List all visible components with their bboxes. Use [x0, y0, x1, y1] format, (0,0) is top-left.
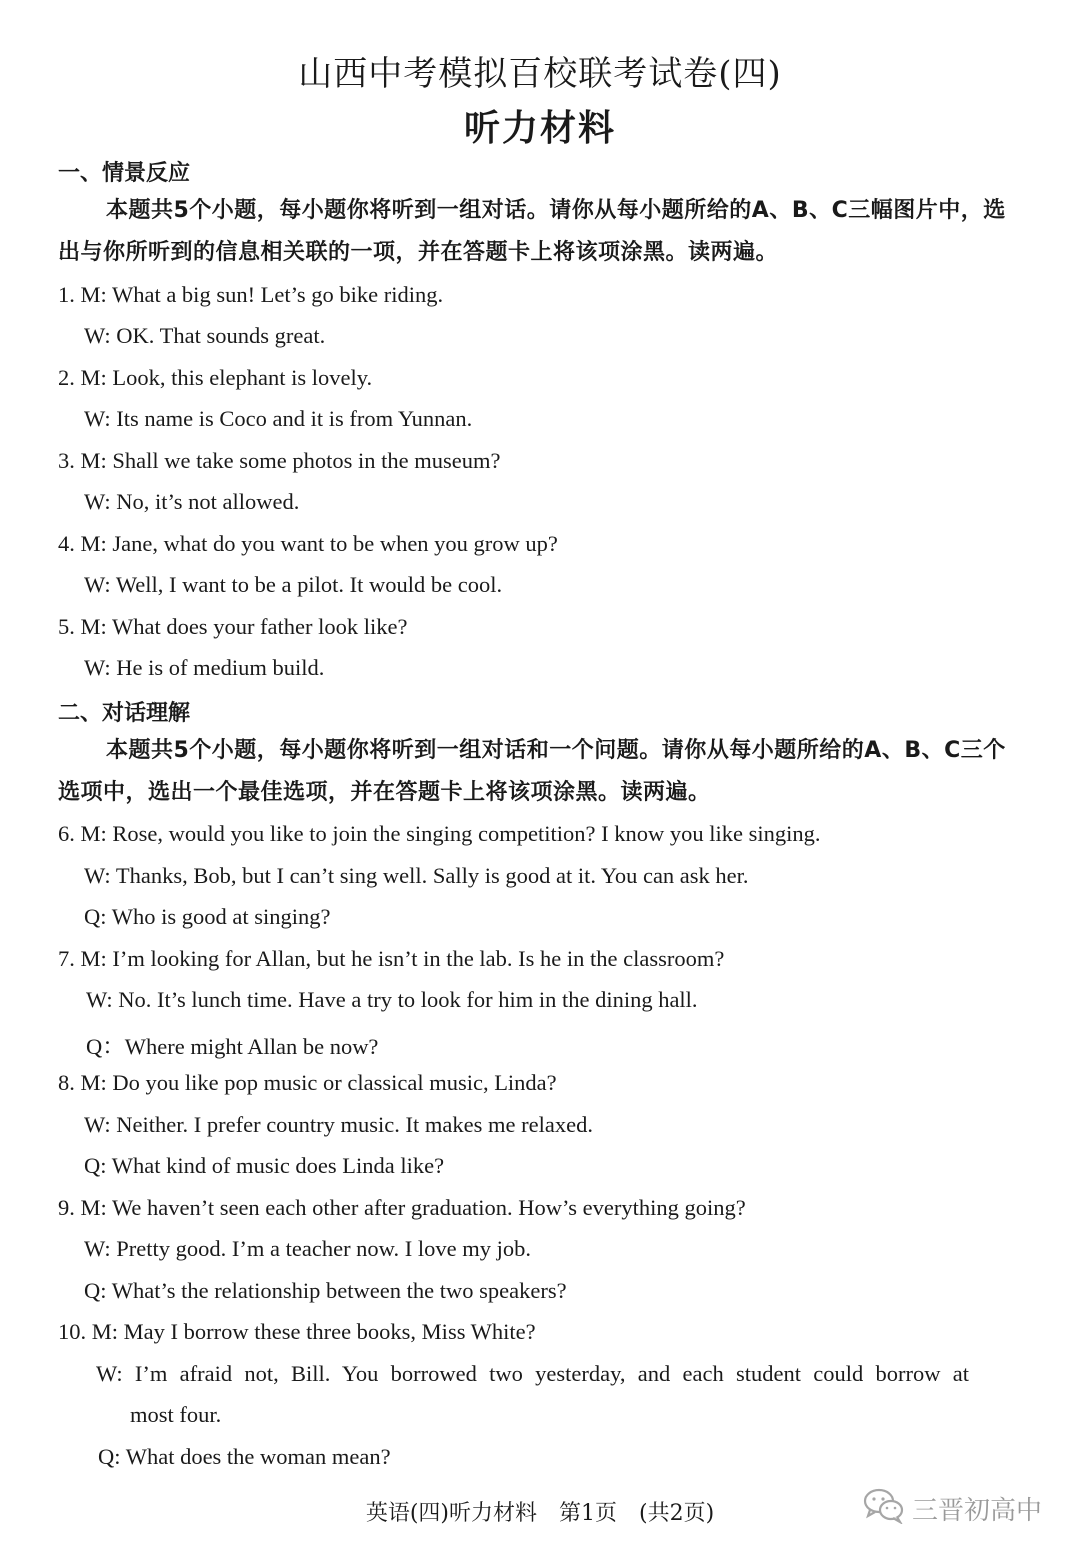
dialogue-line: 3. M: Shall we take some photos in the museum? [58, 448, 501, 473]
dialogue-line: 6. M: Rose, would you like to join the singing competition? I know you like singing. [58, 821, 821, 846]
dialogue-line: 10. M: May I borrow these three books, Miss White? [58, 1319, 536, 1344]
section-2-heading: 二、对话理解 [58, 701, 191, 726]
section-1-instructions: 本题共5个小题，每小题你将听到一组对话。请你从每小题所给的A、B、C三幅图片中，选出与你所听到的信息相关联的一项，并在答题卡上将该项涂黑。读两遍。 [58, 198, 1006, 265]
dialogue-line: 4. M: Jane, what do you want to be when you grow up? [58, 531, 558, 556]
dialogue-line: 1. M: What a big sun! Let’s go bike riding. [58, 282, 444, 307]
page-subtitle: 听力材料 [463, 108, 616, 149]
dialogue-line: 7. M: I’m looking for Allan, but he isn’t in the lab. Is he in the classroom? [58, 946, 725, 971]
wechat-icon [862, 1486, 906, 1531]
dialogue-line: W: He is of medium build. [84, 655, 325, 680]
dialogue-line: W: Well, I want to be a pilot. It would be cool. [84, 572, 503, 597]
section-2-instructions: 本题共5个小题，每小题你将听到一组对话和一个问题。请你从每小题所给的A、B、C三个选项中，选出一个最佳选项，并在答题卡上将该项涂黑。读两遍。 [58, 738, 1006, 805]
page-title: 山西中考模拟百校联考试卷(四) [298, 54, 782, 94]
dialogue-line: W: Neither. I prefer country music. It makes me relaxed. [84, 1112, 593, 1137]
dialogue-line: W: Its name is Coco and it is from Yunnan. [84, 406, 473, 431]
dialogue-line: most four. [130, 1402, 222, 1427]
dialogue-line: Q：Where might Allan be now? [86, 1034, 379, 1059]
dialogue-line: W: I’m afraid not, Bill. You borrowed two yesterday, and each student could borrow at [96, 1361, 969, 1386]
dialogue-line: 5. M: What does your father look like? [58, 614, 408, 639]
dialogue-line: W: OK. That sounds great. [84, 323, 326, 348]
dialogue-line: W: Thanks, Bob, but I can’t sing well. Sally is good at it. You can ask her. [84, 863, 749, 888]
dialogue-line: Q: What does the woman mean? [98, 1444, 391, 1469]
dialogue-line: 9. M: We haven’t seen each other after graduation. How’s everything going? [58, 1195, 746, 1220]
dialogue-line: W: No. It’s lunch time. Have a try to look for him in the dining hall. [86, 987, 698, 1012]
dialogue-line: Q: What kind of music does Linda like? [84, 1153, 445, 1178]
watermark [862, 1486, 1042, 1531]
watermark-text: 三晋初高中 [912, 1496, 1043, 1526]
dialogue-line: Q: What’s the relationship between the two speakers? [84, 1278, 567, 1303]
dialogue-line: 8. M: Do you like pop music or classical music, Linda? [58, 1070, 557, 1095]
page-footer: 英语(四)听力材料 第1页 (共2页) [365, 1501, 715, 1526]
dialogue-line: Q: Who is good at singing? [84, 904, 331, 929]
dialogue-line: 2. M: Look, this elephant is lovely. [58, 365, 373, 390]
section-1-heading: 一、情景反应 [58, 161, 191, 186]
dialogue-line: W: No, it’s not allowed. [84, 489, 300, 514]
dialogue-line: W: Pretty good. I’m a teacher now. I love my job. [84, 1236, 531, 1261]
